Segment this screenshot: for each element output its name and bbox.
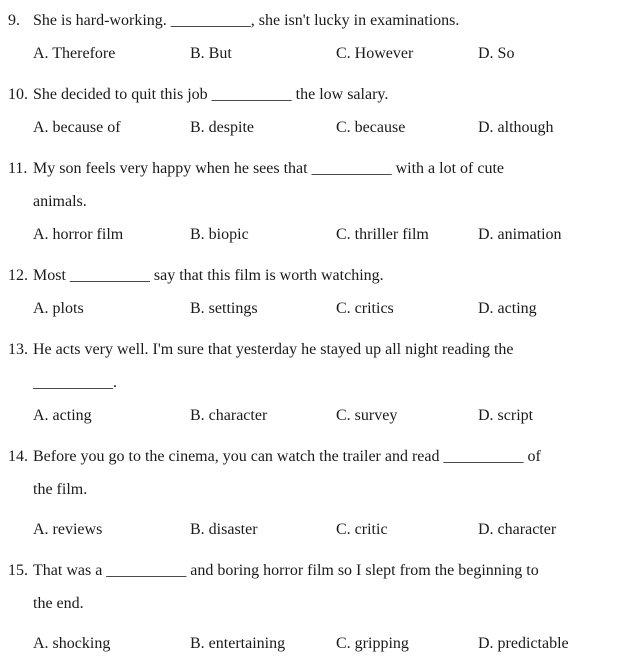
question-block-10 bbox=[8, 78, 634, 144]
question-line bbox=[8, 78, 634, 111]
options-row bbox=[8, 111, 634, 144]
option-d: D. So bbox=[478, 45, 515, 62]
option-c: C. critics bbox=[336, 300, 394, 317]
question-text: She decided to quit this job __________ the low salary. bbox=[33, 86, 389, 103]
option-a: A. shocking bbox=[33, 635, 111, 652]
option-b: B. entertaining bbox=[190, 635, 286, 652]
question-line bbox=[8, 152, 634, 185]
question-text: He acts very well. I'm sure that yesterday he stayed up all night reading the bbox=[33, 341, 514, 358]
question-text: Before you go to the cinema, you can watch the trailer and read __________ of bbox=[33, 448, 541, 465]
options-row bbox=[8, 399, 634, 432]
option-d: D. although bbox=[478, 119, 554, 136]
option-c: C. critic bbox=[336, 521, 388, 538]
option-a: A. horror film bbox=[33, 226, 124, 243]
question-block-9 bbox=[8, 4, 634, 70]
question-line bbox=[8, 333, 634, 366]
question-text: My son feels very happy when he sees that __________ with a lot of cute bbox=[33, 160, 505, 177]
option-b: B. disaster bbox=[190, 521, 258, 538]
question-number: 14. bbox=[8, 448, 28, 465]
option-c: C. thriller film bbox=[336, 226, 429, 243]
options-row bbox=[8, 513, 634, 546]
option-a: A. reviews bbox=[33, 521, 103, 538]
question-block-14 bbox=[8, 440, 634, 546]
question-line-continuation: the end. bbox=[33, 595, 84, 612]
option-b: B. But bbox=[190, 45, 232, 62]
question-number: 11. bbox=[8, 160, 28, 177]
option-d: D. predictable bbox=[478, 635, 569, 652]
question-block-12 bbox=[8, 259, 634, 325]
question-text: She is hard-working. __________, she isn't lucky in examinations. bbox=[33, 12, 460, 29]
question-number: 9. bbox=[8, 12, 20, 29]
options-row bbox=[8, 627, 634, 660]
question-line bbox=[8, 554, 634, 587]
option-c: C. survey bbox=[336, 407, 398, 424]
question-block-13 bbox=[8, 333, 634, 432]
question-number: 15. bbox=[8, 562, 28, 579]
options-row bbox=[8, 37, 634, 70]
question-line-continuation: the film. bbox=[33, 481, 88, 498]
option-d: D. acting bbox=[478, 300, 537, 317]
question-line bbox=[8, 4, 634, 37]
option-d: D. script bbox=[478, 407, 534, 424]
option-b: B. despite bbox=[190, 119, 254, 136]
option-a: A. acting bbox=[33, 407, 92, 424]
question-number: 13. bbox=[8, 341, 28, 358]
option-d: D. character bbox=[478, 521, 557, 538]
question-number: 12. bbox=[8, 267, 28, 284]
option-c: C. However bbox=[336, 45, 414, 62]
quiz-page bbox=[8, 4, 634, 660]
question-text: That was a __________ and boring horror film so I slept from the beginning to bbox=[33, 562, 539, 579]
question-line bbox=[8, 440, 634, 473]
option-b: B. character bbox=[190, 407, 268, 424]
question-block-11 bbox=[8, 152, 634, 251]
option-a: A. Therefore bbox=[33, 45, 116, 62]
option-d: D. animation bbox=[478, 226, 562, 243]
option-c: C. because bbox=[336, 119, 406, 136]
question-line bbox=[8, 259, 634, 292]
question-number: 10. bbox=[8, 86, 28, 103]
option-b: B. settings bbox=[190, 300, 258, 317]
option-a: A. plots bbox=[33, 300, 84, 317]
options-row bbox=[8, 292, 634, 325]
question-line-continuation: animals. bbox=[33, 193, 87, 210]
option-a: A. because of bbox=[33, 119, 121, 136]
question-text: Most __________ say that this film is worth watching. bbox=[33, 267, 384, 284]
question-block-15 bbox=[8, 554, 634, 660]
option-c: C. gripping bbox=[336, 635, 409, 652]
option-b: B. biopic bbox=[190, 226, 249, 243]
options-row bbox=[8, 218, 634, 251]
question-line-continuation: __________. bbox=[33, 374, 117, 391]
